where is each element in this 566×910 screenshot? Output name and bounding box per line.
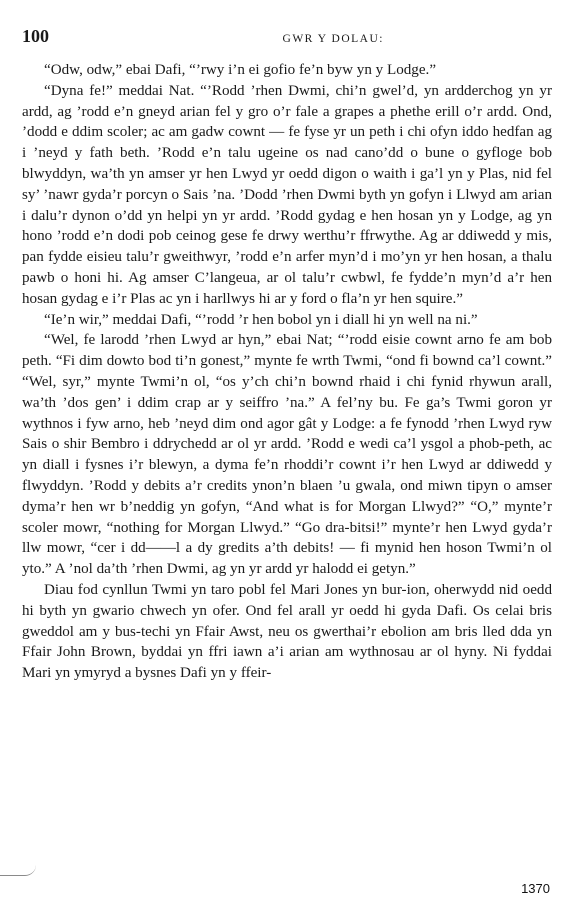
document-page	[22, 26, 552, 684]
paragraph-5: Diau fod cynllun Twmi yn taro pobl fel Mari Jones yn bur-ion, oherwydd nid oedd hi byth yn gwario chwech yn ofer. Ond fel arall yr oedd hi gyda Dafi. Os celai bris gweddol am y bus-techi yn Ffair Awst, neu os gwerthai’r ebolion am bris lled dda yn Ffair John Brown, byddai yn ffri iawn a’i arian am wythnosau ar ol hyny. Ni fyddai Mari yn ymyryd a bysnes Dafi yn y ffeir-	[22, 581, 552, 682]
body-text	[22, 60, 552, 684]
paragraph-1: “Odw, odw,” ebai Dafi, “’rwy i’n ei gofio fe’n byw yn y Lodge.”	[44, 62, 437, 78]
paragraph-4: “Wel, fe larodd ’rhen Lwyd ar hyn,” ebai Nat; “’rodd eisie cownt arno fe am bob peth. “Fi dim dowto bod ti’n gonest,” mynte fe wrth Twmi, “ond fi bownd ca’l cownt.” “Wel, syr,” mynte Twmi’n ol, “os y’ch chi’n bownd rhaid i chi fynid rhywun arall, wa’th ’dos gen’ i ddim crap ar y seiffro ’na.” A fel’ny bu. Fe ga’s Twmi goron yr wythnos i fyw arno, heb ’neyd dim ond agor gât y Lodge: a fe fynodd ’rhen Lwyd ryw Sais o shir Bembro i ddrychedd ar ol yr ardd. ’Rodd e wedi ca’l ysgol a phob-peth, ac yn diall i fysnes i’r blewyn, a dyma fe’n rhoddi’r cownt i’r hen Lwyd ar ddiwedd y flwyddyn. ’Rodd y debits a’r credits ynon’n blaen ’u gwala, ond miwn tipyn o amser dyma’r hen wr b’neddig yn gofyn, “And what is for Morgan Llwyd?” “O,” mynte’r scoler mowr, “nothing for Morgan Llwyd.” “Go dra-bitsi!” mynte’r hen Lwyd gyda’r llw mowr, “cer i dd——l a dy gredits a’th debits! — fi mynid hen hoson Twmi’n ol yto.” A ’nol da’th ’rhen Dwmi, ag yn yr ardd yr halodd ei getyn.”	[22, 332, 552, 578]
page-header	[22, 26, 552, 52]
binding-mark	[0, 865, 36, 876]
paragraph-3: “Ie’n wir,” meddai Dafi, “’rodd ’r hen bobol yn i diall hi yn well na ni.”	[44, 311, 478, 328]
scan-code: 1370	[521, 881, 550, 896]
running-head: GWR Y DOLAU:	[282, 33, 384, 45]
page-number: 100	[22, 26, 49, 46]
paragraph-2: “Dyna fe!” meddai Nat. “’Rodd ’rhen Dwmi, chi’n gwel’d, yn ardderchog yn yr ardd, ag ’rodd e’n gneyd arian fel y gro o’r fale a grapes a phethe erill o’r ardd. Ond, ’dodd e ddim scoler; ac am gadw cownt — fe fyse yr un peth i chi ofyn iddo hedfan ag i ’neyd y fath beth. ’Rodd e’n talu ugeine os nad cano’dd o bune o gyfloge bob blwyddyn, wa’th yn amser yr hen Lwyd yr oedd digon o waith i ga’l yn y Plas, nid fel sy’ ’nawr gyda’r porcyn o Sais ’na. ’Dodd ’rhen Dwmi byth yn gofyn i Llwyd am arian i dalu’r dynon o’dd yn helpi yn yr ardd. ’Rodd gydag e hen hosan yn y Lodge, ag yn hono ’rodd e’n dodi pob ceinog gese fe drwy werthu’r ffrwythe. Ag ar ddiwedd y mis, pan fydde eisieu talu’r gweithwyr, ’rodd e’n arfer myn’d i mo’yn yr hen hosan, a thalu pawb o honi hi. Ag amser C’langeua, ar ol talu’r cwbwl, fe fydde’n myn’d a’r hen hosan gydag e i’r Plas ac yn i harllwys hi ar y ford o fla’n yr hen squire.”	[22, 82, 552, 307]
